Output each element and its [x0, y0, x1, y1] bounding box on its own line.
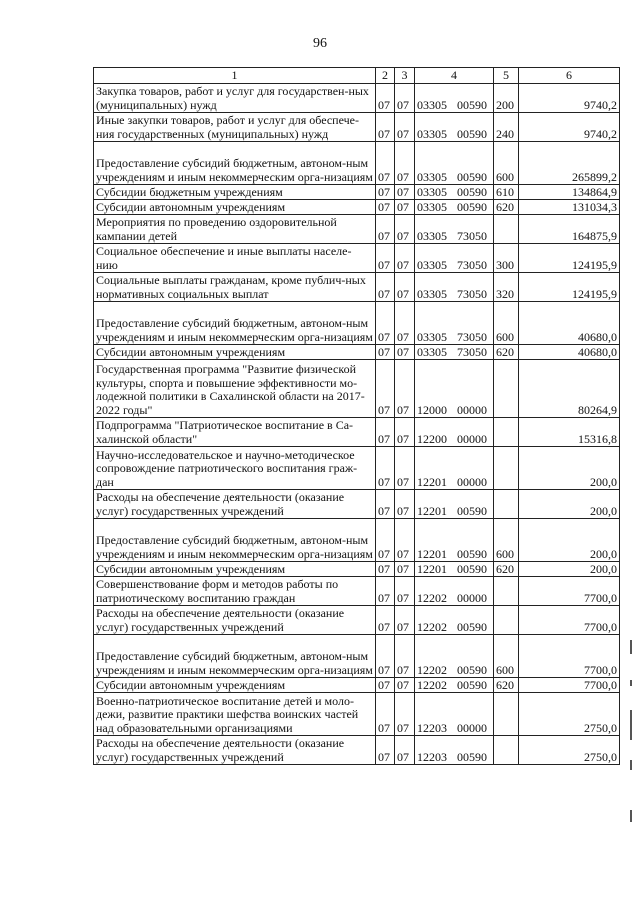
row-target-article: 12201 00000	[415, 447, 494, 490]
table-row	[94, 345, 620, 360]
header-col-5: 5	[494, 68, 519, 84]
row-subsection: 07	[395, 215, 415, 244]
row-section: 07	[376, 418, 395, 447]
row-section: 07	[376, 360, 395, 418]
row-expense-type: 600	[494, 302, 519, 345]
row-expense-type	[494, 215, 519, 244]
row-subsection: 07	[395, 200, 415, 215]
row-section: 07	[376, 244, 395, 273]
row-subsection: 07	[395, 360, 415, 418]
row-section: 07	[376, 84, 395, 113]
row-amount: 164875,9	[519, 215, 620, 244]
table-row	[94, 736, 620, 765]
header-col-4: 4	[415, 68, 494, 84]
row-subsection: 07	[395, 302, 415, 345]
row-target-article: 03305 73050	[415, 273, 494, 302]
row-expense-type: 610	[494, 185, 519, 200]
row-name: Расходы на обеспечение деятельности (оказание услуг) государственных учреждений	[94, 606, 376, 635]
row-section: 07	[376, 200, 395, 215]
row-name: Социальные выплаты гражданам, кроме публич-ных нормативных социальных выплат	[94, 273, 376, 302]
page-number: 96	[313, 36, 327, 51]
row-target-article: 12202 00590	[415, 606, 494, 635]
table-row	[94, 113, 620, 142]
row-section: 07	[376, 215, 395, 244]
row-amount: 131034,3	[519, 200, 620, 215]
row-expense-type: 620	[494, 562, 519, 577]
row-target-article: 03305 00590	[415, 142, 494, 185]
row-name: Расходы на обеспечение деятельности (оказание услуг) государственных учреждений	[94, 490, 376, 519]
row-amount: 124195,9	[519, 244, 620, 273]
table-row	[94, 360, 620, 418]
header-col-6: 6	[519, 68, 620, 84]
table-row	[94, 142, 620, 185]
row-amount: 40680,0	[519, 302, 620, 345]
budget-table	[93, 67, 620, 765]
row-amount: 7700,0	[519, 606, 620, 635]
row-subsection: 07	[395, 447, 415, 490]
row-expense-type: 620	[494, 678, 519, 693]
row-section: 07	[376, 273, 395, 302]
row-amount: 9740,2	[519, 113, 620, 142]
row-subsection: 07	[395, 273, 415, 302]
scan-margin-marks	[630, 640, 636, 840]
table-row	[94, 519, 620, 562]
row-target-article: 12201 00590	[415, 519, 494, 562]
row-section: 07	[376, 635, 395, 678]
row-section: 07	[376, 678, 395, 693]
row-section: 07	[376, 736, 395, 765]
row-expense-type	[494, 447, 519, 490]
row-name: Расходы на обеспечение деятельности (оказание услуг) государственных учреждений	[94, 736, 376, 765]
table-row	[94, 577, 620, 606]
row-amount: 80264,9	[519, 360, 620, 418]
row-name: Мероприятия по проведению оздоровительной кампании детей	[94, 215, 376, 244]
row-subsection: 07	[395, 244, 415, 273]
row-amount: 200,0	[519, 447, 620, 490]
row-section: 07	[376, 519, 395, 562]
row-expense-type	[494, 606, 519, 635]
row-expense-type: 620	[494, 200, 519, 215]
row-name: Социальное обеспечение и иные выплаты населе-нию	[94, 244, 376, 273]
row-expense-type: 240	[494, 113, 519, 142]
row-name: Научно-исследовательское и научно-методическое сопровождение патриотического воспитания граж-дан	[94, 447, 376, 490]
header-col-2: 2	[376, 68, 395, 84]
row-name: Предоставление субсидий бюджетным, автоном-ным учреждениям и иным некоммерческим орга-низациям	[94, 142, 376, 185]
row-target-article: 12200 00000	[415, 418, 494, 447]
row-expense-type: 600	[494, 142, 519, 185]
row-amount: 2750,0	[519, 736, 620, 765]
row-target-article: 03305 00590	[415, 200, 494, 215]
row-target-article: 03305 00590	[415, 84, 494, 113]
table-row	[94, 302, 620, 345]
row-expense-type	[494, 418, 519, 447]
table-row	[94, 84, 620, 113]
row-expense-type: 300	[494, 244, 519, 273]
row-expense-type: 620	[494, 345, 519, 360]
row-target-article: 12202 00590	[415, 678, 494, 693]
table-row	[94, 447, 620, 490]
row-subsection: 07	[395, 635, 415, 678]
table-row	[94, 490, 620, 519]
row-amount: 7700,0	[519, 678, 620, 693]
table-row	[94, 606, 620, 635]
row-name: Предоставление субсидий бюджетным, автоном-ным учреждениям и иным некоммерческим орга-низациям	[94, 302, 376, 345]
row-subsection: 07	[395, 562, 415, 577]
row-target-article: 12202 00590	[415, 635, 494, 678]
row-name: Предоставление субсидий бюджетным, автоном-ным учреждениям и иным некоммерческим орга-низациям	[94, 635, 376, 678]
row-amount: 265899,2	[519, 142, 620, 185]
row-section: 07	[376, 113, 395, 142]
row-subsection: 07	[395, 185, 415, 200]
row-section: 07	[376, 577, 395, 606]
row-target-article: 03305 73050	[415, 244, 494, 273]
row-target-article: 03305 73050	[415, 345, 494, 360]
row-target-article: 12202 00000	[415, 577, 494, 606]
header-row	[94, 68, 620, 84]
row-subsection: 07	[395, 606, 415, 635]
row-expense-type	[494, 360, 519, 418]
table-row	[94, 635, 620, 678]
row-name: Субсидии автономным учреждениям	[94, 200, 376, 215]
row-name: Совершенствование форм и методов работы по патриотическому воспитанию граждан	[94, 577, 376, 606]
row-name: Закупка товаров, работ и услуг для государствен-ных (муниципальных) нужд	[94, 84, 376, 113]
row-target-article: 03305 00590	[415, 113, 494, 142]
row-name: Субсидии автономным учреждениям	[94, 345, 376, 360]
row-amount: 134864,9	[519, 185, 620, 200]
row-expense-type: 600	[494, 519, 519, 562]
row-expense-type	[494, 736, 519, 765]
row-expense-type: 320	[494, 273, 519, 302]
table-row	[94, 200, 620, 215]
row-amount: 40680,0	[519, 345, 620, 360]
row-subsection: 07	[395, 678, 415, 693]
table-row	[94, 418, 620, 447]
row-amount: 7700,0	[519, 577, 620, 606]
row-subsection: 07	[395, 345, 415, 360]
row-subsection: 07	[395, 577, 415, 606]
row-expense-type	[494, 577, 519, 606]
row-target-article: 12203 00000	[415, 693, 494, 736]
row-target-article: 03305 73050	[415, 215, 494, 244]
row-target-article: 03305 00590	[415, 185, 494, 200]
row-name: Подпрограмма "Патриотическое воспитание в Са-халинской области"	[94, 418, 376, 447]
row-subsection: 07	[395, 142, 415, 185]
row-subsection: 07	[395, 693, 415, 736]
row-section: 07	[376, 302, 395, 345]
row-section: 07	[376, 490, 395, 519]
row-target-article: 12000 00000	[415, 360, 494, 418]
row-subsection: 07	[395, 84, 415, 113]
row-name: Государственная программа "Развитие физической культуры, спорта и повышение эффективности мо-лодежной политики в Сахалинской области на 2017-2022 годы"	[94, 360, 376, 418]
row-target-article: 03305 73050	[415, 302, 494, 345]
table-row	[94, 273, 620, 302]
row-expense-type	[494, 490, 519, 519]
row-expense-type	[494, 693, 519, 736]
row-amount: 9740,2	[519, 84, 620, 113]
row-target-article: 12201 00590	[415, 490, 494, 519]
row-name: Военно-патриотическое воспитание детей и моло-дежи, развитие практики шефства воинских частей над образовательными организациями	[94, 693, 376, 736]
row-section: 07	[376, 185, 395, 200]
row-name: Иные закупки товаров, работ и услуг для обеспече-ния государственных (муниципальных) нужд	[94, 113, 376, 142]
row-subsection: 07	[395, 736, 415, 765]
row-target-article: 12201 00590	[415, 562, 494, 577]
table-row	[94, 215, 620, 244]
row-expense-type: 200	[494, 84, 519, 113]
header-col-1: 1	[94, 68, 376, 84]
row-subsection: 07	[395, 490, 415, 519]
row-expense-type: 600	[494, 635, 519, 678]
table-row	[94, 562, 620, 577]
row-amount: 7700,0	[519, 635, 620, 678]
row-amount: 2750,0	[519, 693, 620, 736]
row-subsection: 07	[395, 418, 415, 447]
row-name: Субсидии автономным учреждениям	[94, 562, 376, 577]
row-name: Субсидии бюджетным учреждениям	[94, 185, 376, 200]
row-section: 07	[376, 345, 395, 360]
row-amount: 200,0	[519, 562, 620, 577]
row-section: 07	[376, 562, 395, 577]
row-section: 07	[376, 142, 395, 185]
table-row	[94, 678, 620, 693]
row-name: Субсидии автономным учреждениям	[94, 678, 376, 693]
table-row	[94, 185, 620, 200]
table-row	[94, 244, 620, 273]
row-section: 07	[376, 447, 395, 490]
row-amount: 200,0	[519, 519, 620, 562]
row-amount: 15316,8	[519, 418, 620, 447]
table-row	[94, 693, 620, 736]
row-subsection: 07	[395, 113, 415, 142]
row-section: 07	[376, 606, 395, 635]
header-col-3: 3	[395, 68, 415, 84]
row-section: 07	[376, 693, 395, 736]
row-amount: 200,0	[519, 490, 620, 519]
row-subsection: 07	[395, 519, 415, 562]
row-amount: 124195,9	[519, 273, 620, 302]
row-name: Предоставление субсидий бюджетным, автоном-ным учреждениям и иным некоммерческим орга-низациям	[94, 519, 376, 562]
row-target-article: 12203 00590	[415, 736, 494, 765]
